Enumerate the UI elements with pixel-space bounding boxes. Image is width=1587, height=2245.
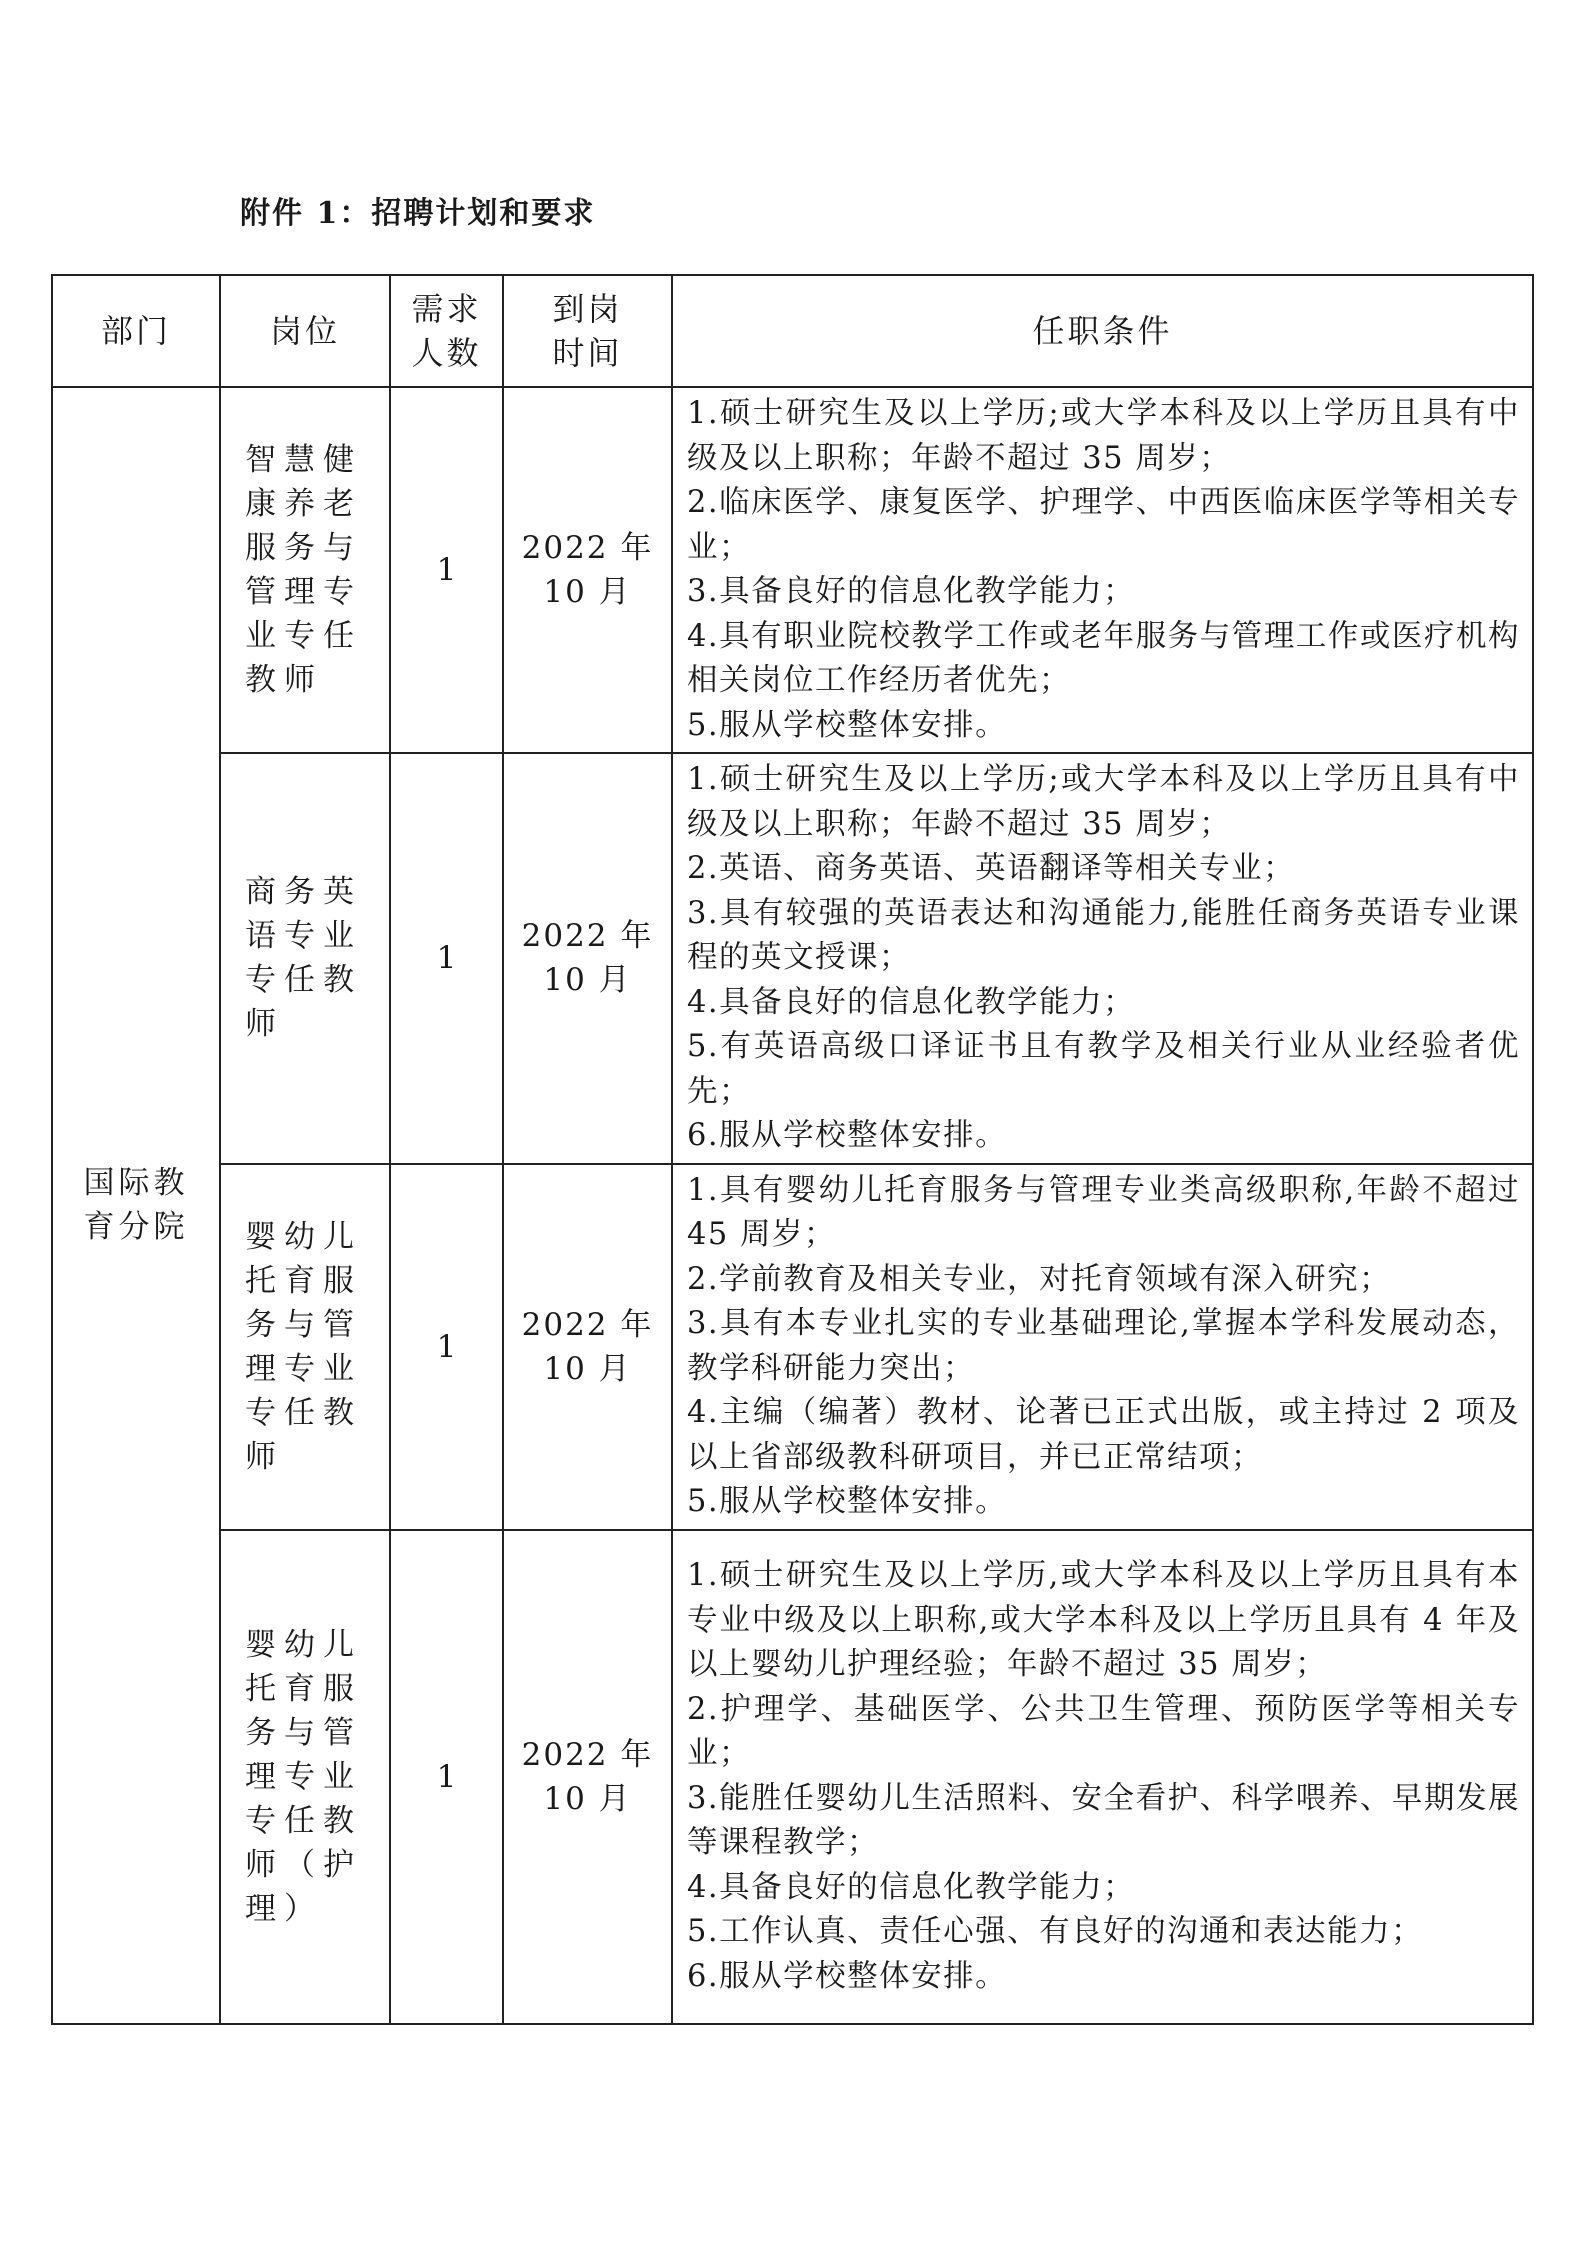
date-year: 2022 年 — [521, 1736, 654, 1773]
requirement-item: 2.临床医学、康复医学、护理学、中西医临床医学等相关专业； — [687, 485, 1520, 565]
date-month: 10 月 — [543, 1350, 632, 1387]
requirement-item: 3.能胜任婴幼儿生活照料、安全看护、科学喂养、早期发展等课程教学； — [687, 1780, 1520, 1860]
count-cell: 1 — [390, 1530, 503, 2024]
count-cell: 1 — [390, 387, 503, 753]
date-cell — [503, 1164, 672, 1530]
requirement-item: 4.主编（编著）教材、论著已正式出版，或主持过 2 项及以上省部级教科研项目，并已正常结项； — [687, 1395, 1520, 1475]
requirement-item: 5.工作认真、责任心强、有良好的沟通和表达能力； — [687, 1914, 1424, 1949]
requirement-item: 3.具备良好的信息化教学能力； — [687, 574, 1136, 609]
requirement-item: 2.英语、商务英语、英语翻译等相关专业； — [687, 851, 1296, 886]
page-title: 附件 1：招聘计划和要求 — [240, 196, 596, 231]
requirement-item: 4.具有职业院校教学工作或老年服务与管理工作或医疗机构相关岗位工作经历者优先； — [687, 618, 1520, 698]
header-date-line2: 时间 — [552, 334, 623, 372]
table-row — [52, 753, 1533, 1164]
table-row — [52, 1530, 1533, 2024]
date-year: 2022 年 — [521, 1306, 654, 1343]
date-month: 10 月 — [543, 962, 632, 999]
header-position: 岗位 — [220, 275, 390, 387]
position-name: 婴幼儿托育服务与管理专业专任教师（护理） — [245, 1626, 362, 1927]
date-month: 10 月 — [543, 1780, 632, 1817]
requirements-cell — [672, 387, 1533, 753]
requirement-item: 3.具有较强的英语表达和沟通能力,能胜任商务英语专业课程的英文授课； — [687, 895, 1520, 975]
requirement-item: 4.具备良好的信息化教学能力； — [687, 984, 1136, 1020]
requirement-item: 1.硕士研究生及以上学历,或大学本科及以上学历且具有本专业中级及以上职称,或大学本科及以上学历且具有 4 年及以上婴幼儿护理经验；年龄不超过 35 周岁； — [687, 1558, 1520, 1682]
date-cell — [503, 387, 672, 753]
table-row — [52, 387, 1533, 753]
requirement-item: 1.硕士研究生及以上学历;或大学本科及以上学历且具有中级及以上职称；年龄不超过 35 周岁； — [687, 762, 1520, 842]
date-month: 10 月 — [543, 574, 632, 610]
position-name: 商务英语专业专任教师 — [245, 874, 362, 1043]
dept-name: 国际教育分院 — [83, 1165, 189, 1246]
header-requirements: 任职条件 — [672, 275, 1533, 387]
header-count-line1: 需求 — [411, 290, 482, 328]
requirement-item: 2.学前教育及相关专业，对托育领域有深入研究； — [687, 1261, 1392, 1297]
table-header-row — [52, 275, 1533, 387]
requirement-item: 1.具有婴幼儿托育服务与管理专业类高级职称,年龄不超过 45 周岁； — [687, 1172, 1520, 1252]
table-row — [52, 1164, 1533, 1530]
date-year: 2022 年 — [521, 530, 654, 566]
header-date — [503, 275, 672, 387]
date-cell — [503, 753, 672, 1164]
requirement-item: 6.服从学校整体安排。 — [687, 1118, 1008, 1153]
requirement-item: 6.服从学校整体安排。 — [687, 1958, 1008, 1994]
requirement-item: 3.具有本专业扎实的专业基础理论,掌握本学科发展动态，教学科研能力突出； — [687, 1306, 1520, 1386]
position-cell — [220, 1530, 390, 2024]
requirements-cell — [672, 753, 1533, 1164]
requirement-item: 4.具备良好的信息化教学能力； — [687, 1869, 1136, 1905]
dept-cell — [52, 387, 220, 2024]
date-cell — [503, 1530, 672, 2024]
count-cell: 1 — [390, 1164, 503, 1530]
header-count — [390, 275, 503, 387]
requirement-item: 2.护理学、基础医学、公共卫生管理、预防医学等相关专业； — [687, 1691, 1520, 1771]
count-cell: 1 — [390, 753, 503, 1164]
position-cell — [220, 387, 390, 753]
position-cell — [220, 753, 390, 1164]
header-dept: 部门 — [52, 275, 220, 387]
requirements-cell — [672, 1164, 1533, 1530]
requirement-item: 1.硕士研究生及以上学历;或大学本科及以上学历且具有中级及以上职称；年龄不超过 35 周岁； — [687, 396, 1520, 476]
header-date-line1: 到岗 — [552, 290, 623, 328]
requirement-item: 5.有英语高级口译证书且有教学及相关行业从业经验者优先； — [687, 1029, 1520, 1109]
recruitment-table — [51, 274, 1534, 2025]
position-name: 智慧健康养老服务与管理专业专任教师 — [245, 442, 362, 698]
requirements-cell — [672, 1530, 1533, 2024]
date-year: 2022 年 — [521, 918, 654, 955]
requirement-item: 5.服从学校整体安排。 — [687, 707, 1008, 743]
header-count-line2: 人数 — [411, 334, 482, 372]
position-cell — [220, 1164, 390, 1530]
position-name: 婴幼儿托育服务与管理专业专任教师 — [245, 1218, 362, 1475]
requirement-item: 5.服从学校整体安排。 — [687, 1484, 1008, 1519]
